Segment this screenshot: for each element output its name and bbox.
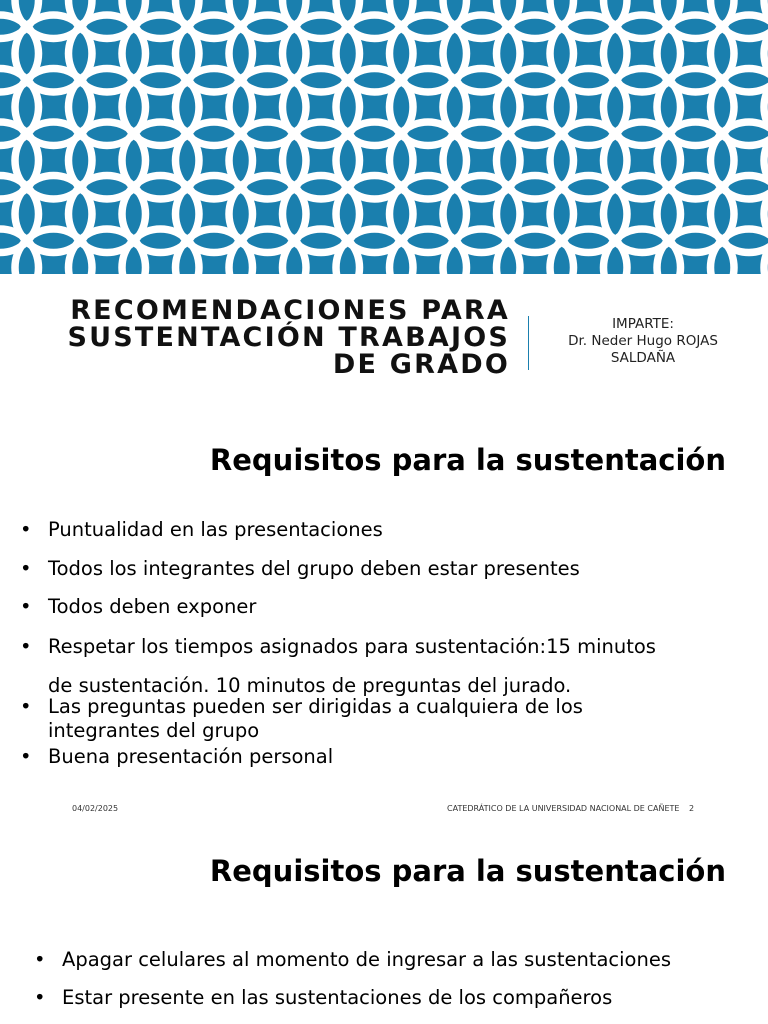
title-divider [528,316,529,370]
list-item-line: de sustentación. 10 minutos de preguntas del jurado. [48,673,572,697]
title-line-3: DE GRADO [332,349,510,380]
slide-3-bullet-list [34,948,754,1024]
list-item: • Buena presentación personal [20,745,740,769]
presenter-name-line-1: Dr. Neder Hugo ROJAS [568,333,718,349]
list-item: • Estar presente en las sustentaciones de los compañeros [34,986,754,1010]
presenter-info [548,316,738,367]
slide-2-heading: Requisitos para la sustentación [209,443,726,477]
list-item-line: Las preguntas pueden ser dirigidas a cualquiera de los [48,694,583,718]
list-item-line: integrantes del grupo [48,718,260,742]
page-number: 2 [689,804,695,813]
list-item: • Puntualidad en las presentaciones [20,518,740,542]
presenter-name-line-2: SALDAÑA [610,350,676,366]
footer-date: 04/02/2025 [72,804,119,813]
slide-3-heading: Requisitos para la sustentación [209,854,726,888]
list-item [20,695,740,743]
slide-2-bullet-list [20,518,740,771]
presenter-label: IMPARTE: [612,316,674,332]
list-item-line: Respetar los tiempos asignados para sustentación:15 minutos [48,634,656,658]
pattern-banner [0,0,768,274]
footer-text: CATEDRÁTICO DE LA UNIVERSIDAD NACIONAL DE CAÑETE [447,804,680,813]
interlocking-circles-pattern-icon [0,0,768,274]
title-line-2: SUSTENTACIÓN TRABAJOS [67,322,510,353]
list-item: • Todos los integrantes del grupo deben estar presentes [20,557,740,581]
list-item: • Apagar celulares al momento de ingresar a las sustentaciones [34,948,754,972]
list-item: • Todos deben exponer [20,595,740,619]
presentation-title [20,297,510,378]
list-item [20,627,740,705]
title-line-1: RECOMENDACIONES PARA [70,295,510,326]
